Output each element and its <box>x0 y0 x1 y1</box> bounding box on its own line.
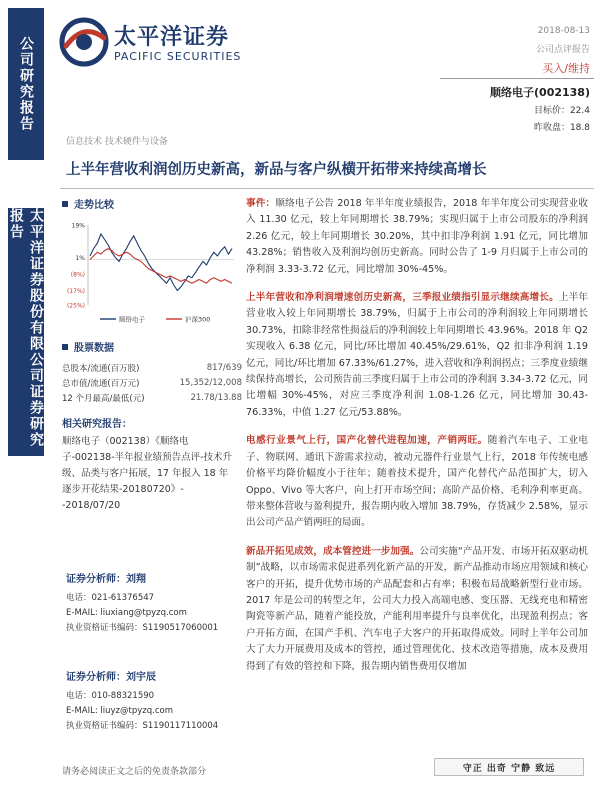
close-price-value: 18.8 <box>569 123 590 133</box>
industry-breadcrumb: 信息技术 技术硬件与设备 <box>66 137 168 147</box>
paragraph-text: 随着汽车电子、工业电子、物联网、通讯下游需求拉动，被动元器件行业景气上行，2018 年传统电感价格平均降价幅度小于往年；随着技术提升，国产化替代产品范围扩大，切入 Oppo、Vivo 等大客户，向上打开市场空间；高阶产品价格、毛利净利率更高。带来整体营收与盈利提升，报告期内收入增加 38.79%，存货减少 2.58%，显示出公司产品产销两旺的局面。 <box>246 435 588 529</box>
legend-label: 顺络电子 <box>119 315 145 324</box>
stock-data-heading-label: 股票数据 <box>74 343 114 354</box>
paragraph-text: 上半年营业收入较上年同期增长 38.79%，归属于上市公司的净利润较上年同期增长 30.73%，扣除非经常性损益后的净利润较上年同期增长 43.96%。2018 年 Q2 实现收入 6.38 亿元，同比/环比增加 40.45%/29.61%，Q2 扣非净利润 1.19 亿元，同比/环比增加 67.33%/61.27%，进入营收和净利润拐点；三季度业绩继续保持高增长，公司预告前三季度归属于上市公司的净利润 3.34-3.72 亿元，同比增幅 30%-45%，对应三季度净利润 1.08-1.26 亿元，同比增加 30.43-76.33%，中值 1.27 亿元/53.88%。 <box>246 292 589 418</box>
close-price <box>534 120 590 133</box>
footer-disclaimer: 请务必阅读正文之后的免责条款部分 <box>62 767 207 777</box>
analyst-card <box>66 570 246 636</box>
series-line <box>90 234 232 290</box>
analyst-card <box>66 668 246 734</box>
stock-data-row <box>62 360 242 375</box>
stock-data-label: 12 个月最高/最低(元) <box>62 393 145 404</box>
sidebar-company-research: 公司研究报告 <box>8 8 44 160</box>
stock-data-table <box>62 360 242 405</box>
trend-chart-svg <box>62 219 242 331</box>
body-paragraph-industry <box>246 433 588 531</box>
trend-heading-label: 走势比较 <box>74 200 114 211</box>
analyst-name: 证券分析师：刘宇辰 <box>66 672 156 683</box>
report-date: 2018-08-13 <box>537 26 590 36</box>
stock-name: 顺络电子(002138) <box>490 86 590 99</box>
brand-name-en: PACIFIC SECURITIES <box>114 50 242 63</box>
analyst-email[interactable]: E-MAIL: liuxiang@tpyzq.com <box>66 608 187 618</box>
report-title: 上半年营收利润创历史新高，新品与客户纵横开拓带来持续高增长 <box>66 162 487 178</box>
related-reports-heading: 相关研究报告： <box>62 419 132 430</box>
analyst-name: 证券分析师：刘翔 <box>66 574 146 585</box>
stock-data-heading <box>62 339 242 354</box>
related-reports-body[interactable]: 顺络电子（002138）《顺络电子-002138-半年报业绩预告点评-技术升级、品类与客户拓展，17 年报入 18 年逐步开花结果-20180720》--2018/07/20 <box>62 436 233 511</box>
stock-data-label: 总股本/流通(百万股) <box>62 363 140 374</box>
stock-data-label: 总市值/流通(百万元) <box>62 378 140 389</box>
body-paragraph-new-products <box>246 544 588 675</box>
target-price-value: 22.4 <box>569 106 590 116</box>
target-price <box>534 103 590 116</box>
y-tick-label: 19% <box>71 222 85 230</box>
sidebar-firm-report: 太平洋证券股份有限公司证券研究报告 <box>8 208 44 456</box>
analyst-cert: 执业资格证书编码：S1190117110004 <box>66 721 219 731</box>
stock-data-value: 15,352/12,008 <box>179 377 242 388</box>
stock-data-value: 21.78/13.88 <box>190 392 242 403</box>
y-tick-label: (8%) <box>70 271 85 279</box>
analyst-phone: 电话：010-88321590 <box>66 691 155 701</box>
square-bullet-icon <box>62 201 68 207</box>
analyst-email[interactable]: E-MAIL: liuyz@tpyzq.com <box>66 706 173 716</box>
rating-badge: 买入/维持 <box>542 62 590 75</box>
stock-data-row <box>62 375 242 390</box>
target-price-label: 目标价： <box>533 106 570 116</box>
header-divider <box>440 78 594 79</box>
paragraph-lead: 新品开拓见成效，成本管控进一步加强。 <box>246 545 420 557</box>
legend-label: 沪深300 <box>185 315 211 324</box>
report-body <box>246 196 588 687</box>
stock-data-row <box>62 390 242 405</box>
left-column <box>62 196 242 514</box>
paragraph-lead: 电感行业景气上行，国产化替代进程加速，产销两旺。 <box>246 435 488 447</box>
body-paragraph-event <box>246 196 588 278</box>
body-paragraph-growth <box>246 290 588 421</box>
report-type: 公司点评报告 <box>535 45 590 55</box>
square-bullet-icon <box>62 344 68 350</box>
analyst-phone: 电话：021-61376547 <box>66 593 155 603</box>
paragraph-text: 公司实施“产品开发、市场开拓双驱动机制”战略，以市场需求促进系列化新产品的开发，新产品推动市场应用领域和核心客户的开拓，提升优势市场的产品配套和占有率；积极布局战略新型行业市场。2017 年是公司的转型之年，公司大力投入高端电感、变压器、无线充电和精密陶瓷等新产品，随着产能投放，产能利用率提升与良率优化，出现盈利拐点；客户开拓方面，在国产手机、汽车电子大客户的开拓取得成效。同时上半年公司加大了大力开展费用及成本的管控，通过管理优化、技术改造等措施，成本及费用得到了有效的管控和下降，报告期内销售费用仅增加 <box>246 545 588 672</box>
title-divider <box>60 188 594 189</box>
y-tick-label: (25%) <box>66 302 85 310</box>
brand-name-cn: 太平洋证券 <box>114 25 230 50</box>
close-price-label: 昨收盘： <box>533 123 570 133</box>
pacific-securities-logo-icon <box>58 16 110 68</box>
trend-heading <box>62 196 242 211</box>
footer-motto: 守正 出奇 宁静 致远 <box>434 758 584 776</box>
paragraph-lead: 上半年营收和净利润增速创历史新高，三季报业绩指引显示继续高增长。 <box>246 292 559 304</box>
analyst-cert: 执业资格证书编码：S1190517060001 <box>66 623 219 633</box>
stock-data-value: 817/639 <box>206 362 242 373</box>
paragraph-text: 顺络电子公告 2018 年半年度业绩报告，2018 年半年度公司实现营业收入 11.30 亿元，较上年同期增长 38.79%；实现归属于上市公司股东的净利润 2.26 亿元，较上年同期增长 30.20%，其中扣非净利润 1.91 亿元，同比增加 43.28%；销售收入及利润均创历史新高。同时公告了 1-9 月归属于上市公司的净利润 3.33-3.72 亿元，同比增加 30%-45%。 <box>246 198 588 275</box>
paragraph-lead: 事件： <box>246 198 276 209</box>
trend-chart <box>62 219 242 331</box>
y-tick-label: (17%) <box>66 287 85 295</box>
y-tick-label: 1% <box>75 255 85 263</box>
